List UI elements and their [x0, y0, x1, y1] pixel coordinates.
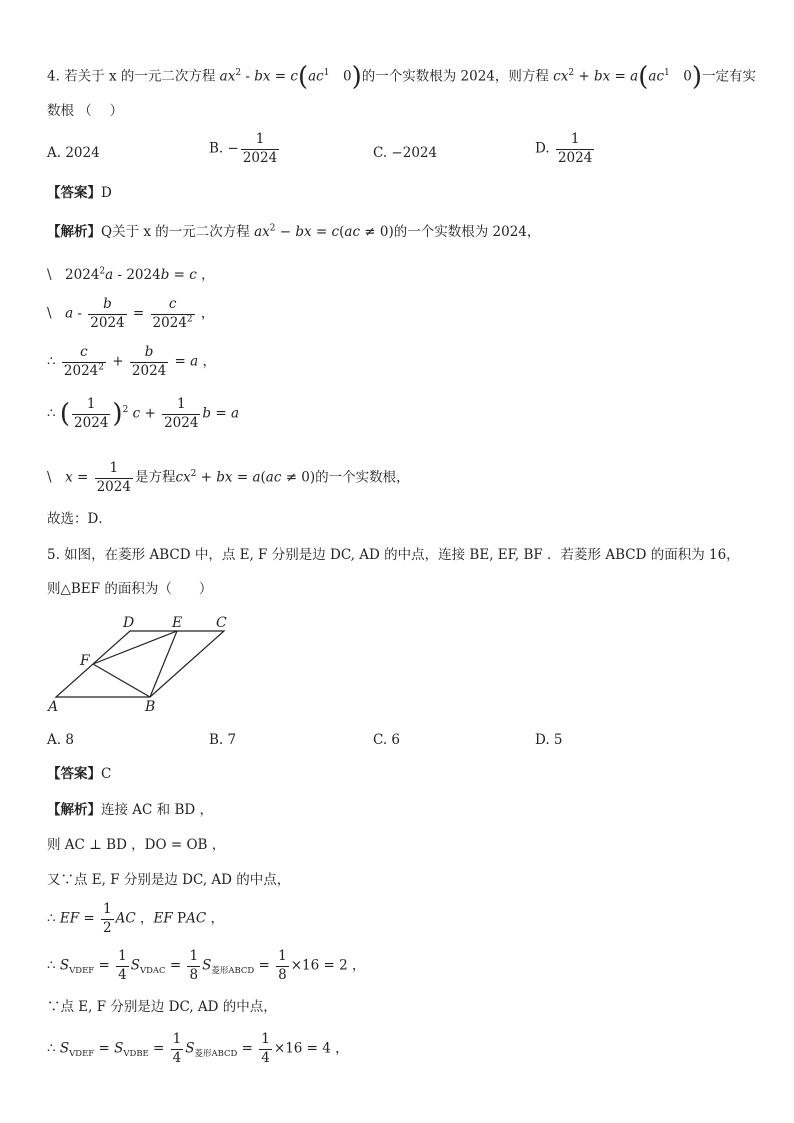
- q4-stem-line2: 数根 （ ）: [47, 103, 124, 119]
- q4-choose: 故选：D．: [47, 511, 112, 527]
- q4-analysis-line6: \ x = $\frac{1}{2024}$ 是方程$cx^2$ + bx = a(ac ≠ 0)的一个实数根，: [47, 460, 410, 495]
- q4-answer: 【答案】D: [47, 185, 112, 201]
- q5-option-b: B. 7: [209, 732, 237, 748]
- q4-analysis-line1: 【解析】Q关于 x 的一元二次方程 $ax^2$ − bx = c(ac ≠ 0)的一个实数根为 2024，: [47, 223, 541, 240]
- q4-option-d-label: D.: [535, 140, 550, 157]
- q5-option-d: D. 5: [535, 732, 563, 748]
- q4-analysis-line3: \ a - $\frac{b}{2024}$ = $\frac{c}{2024^2}$ ，: [47, 296, 215, 331]
- q5-analysis-line5: ∴ $S_{VDEF}$ = $\frac{1}{4}$ $S_{VDAC}$ = $\frac{1}{8}$ $S_{菱形ABCD}$ = $\frac{1}{8}$ ×16 = 2 ，: [47, 948, 366, 983]
- q5-analysis-line3: 又∵点 E, F 分别是边 DC, AD 的中点，: [47, 872, 291, 888]
- q4-analysis-line2: \ 2024$^2$a - 2024b = c ，: [47, 266, 215, 283]
- q5-analysis-line1: 【解析】连接 AC 和 BD ，: [47, 802, 213, 818]
- label-e: E: [172, 615, 183, 631]
- q5-stem-line2: 则△BEF 的面积为（ ）: [47, 581, 213, 597]
- rhombus-figure: [40, 612, 240, 718]
- q5-analysis-line4: ∴ EF = $\frac{1}{2}$ AC ，EF PAC ，: [47, 901, 225, 936]
- label-a: A: [48, 699, 59, 715]
- q5-option-a: A. 8: [47, 732, 74, 748]
- q4-analysis-line5: ∴ ( $\frac{1}{2024}$ )$^2$ c + $\frac{1}{2024}$ b = a: [47, 396, 240, 431]
- label-c: C: [216, 615, 227, 631]
- q4-stem-line1: 4. 若关于 x 的一元二次方程 $ax^2$ - bx = $c(ac^1$ 0)的一个实数根为 2024，则方程 $cx^2$ + bx = $a(ac^1$ 0)一定有实: [47, 62, 756, 92]
- q4-suffix: 一定有实: [701, 68, 756, 85]
- q5-answer: 【答案】C: [47, 766, 112, 782]
- q4-option-b-label: B.: [209, 140, 224, 157]
- q4-option-a: A. 2024: [47, 145, 100, 161]
- q5-stem-line1: 5. 如图，在菱形 ABCD 中，点 E, F 分别是边 DC, AD 的中点，连接 BE, EF, BF ．若菱形 ABCD 的面积为 16，: [47, 547, 740, 563]
- q5-analysis-line2: 则 AC ⊥ BD ，DO = OB ，: [47, 837, 226, 853]
- label-f: F: [80, 653, 90, 669]
- q5-analysis-line6: ∵点 E, F 分别是边 DC, AD 的中点，: [47, 999, 277, 1015]
- label-b: B: [145, 699, 156, 715]
- q5-option-c: C. 6: [373, 732, 401, 748]
- q4-option-b: B. − $\frac{1}{2024}$: [209, 131, 278, 166]
- q4-option-c: C. −2024: [373, 145, 438, 161]
- q4-middle: 的一个实数根为 2024，则方程: [361, 68, 549, 85]
- q4-analysis-line4: ∴ $\frac{c}{2024^2}$ + $\frac{b}{2024}$ = a ，: [47, 344, 217, 379]
- label-d: D: [123, 615, 135, 631]
- q4-prefix: 4. 若关于 x 的一元二次方程: [47, 68, 216, 85]
- q4-option-d: D. $\frac{1}{2024}$: [535, 131, 593, 166]
- q5-analysis-line7: ∴ $S_{VDEF} = S_{VDBE}$ = $\frac{1}{4}$ $S_{菱形ABCD}$ = $\frac{1}{4}$ ×16 = 4 ，: [47, 1031, 349, 1066]
